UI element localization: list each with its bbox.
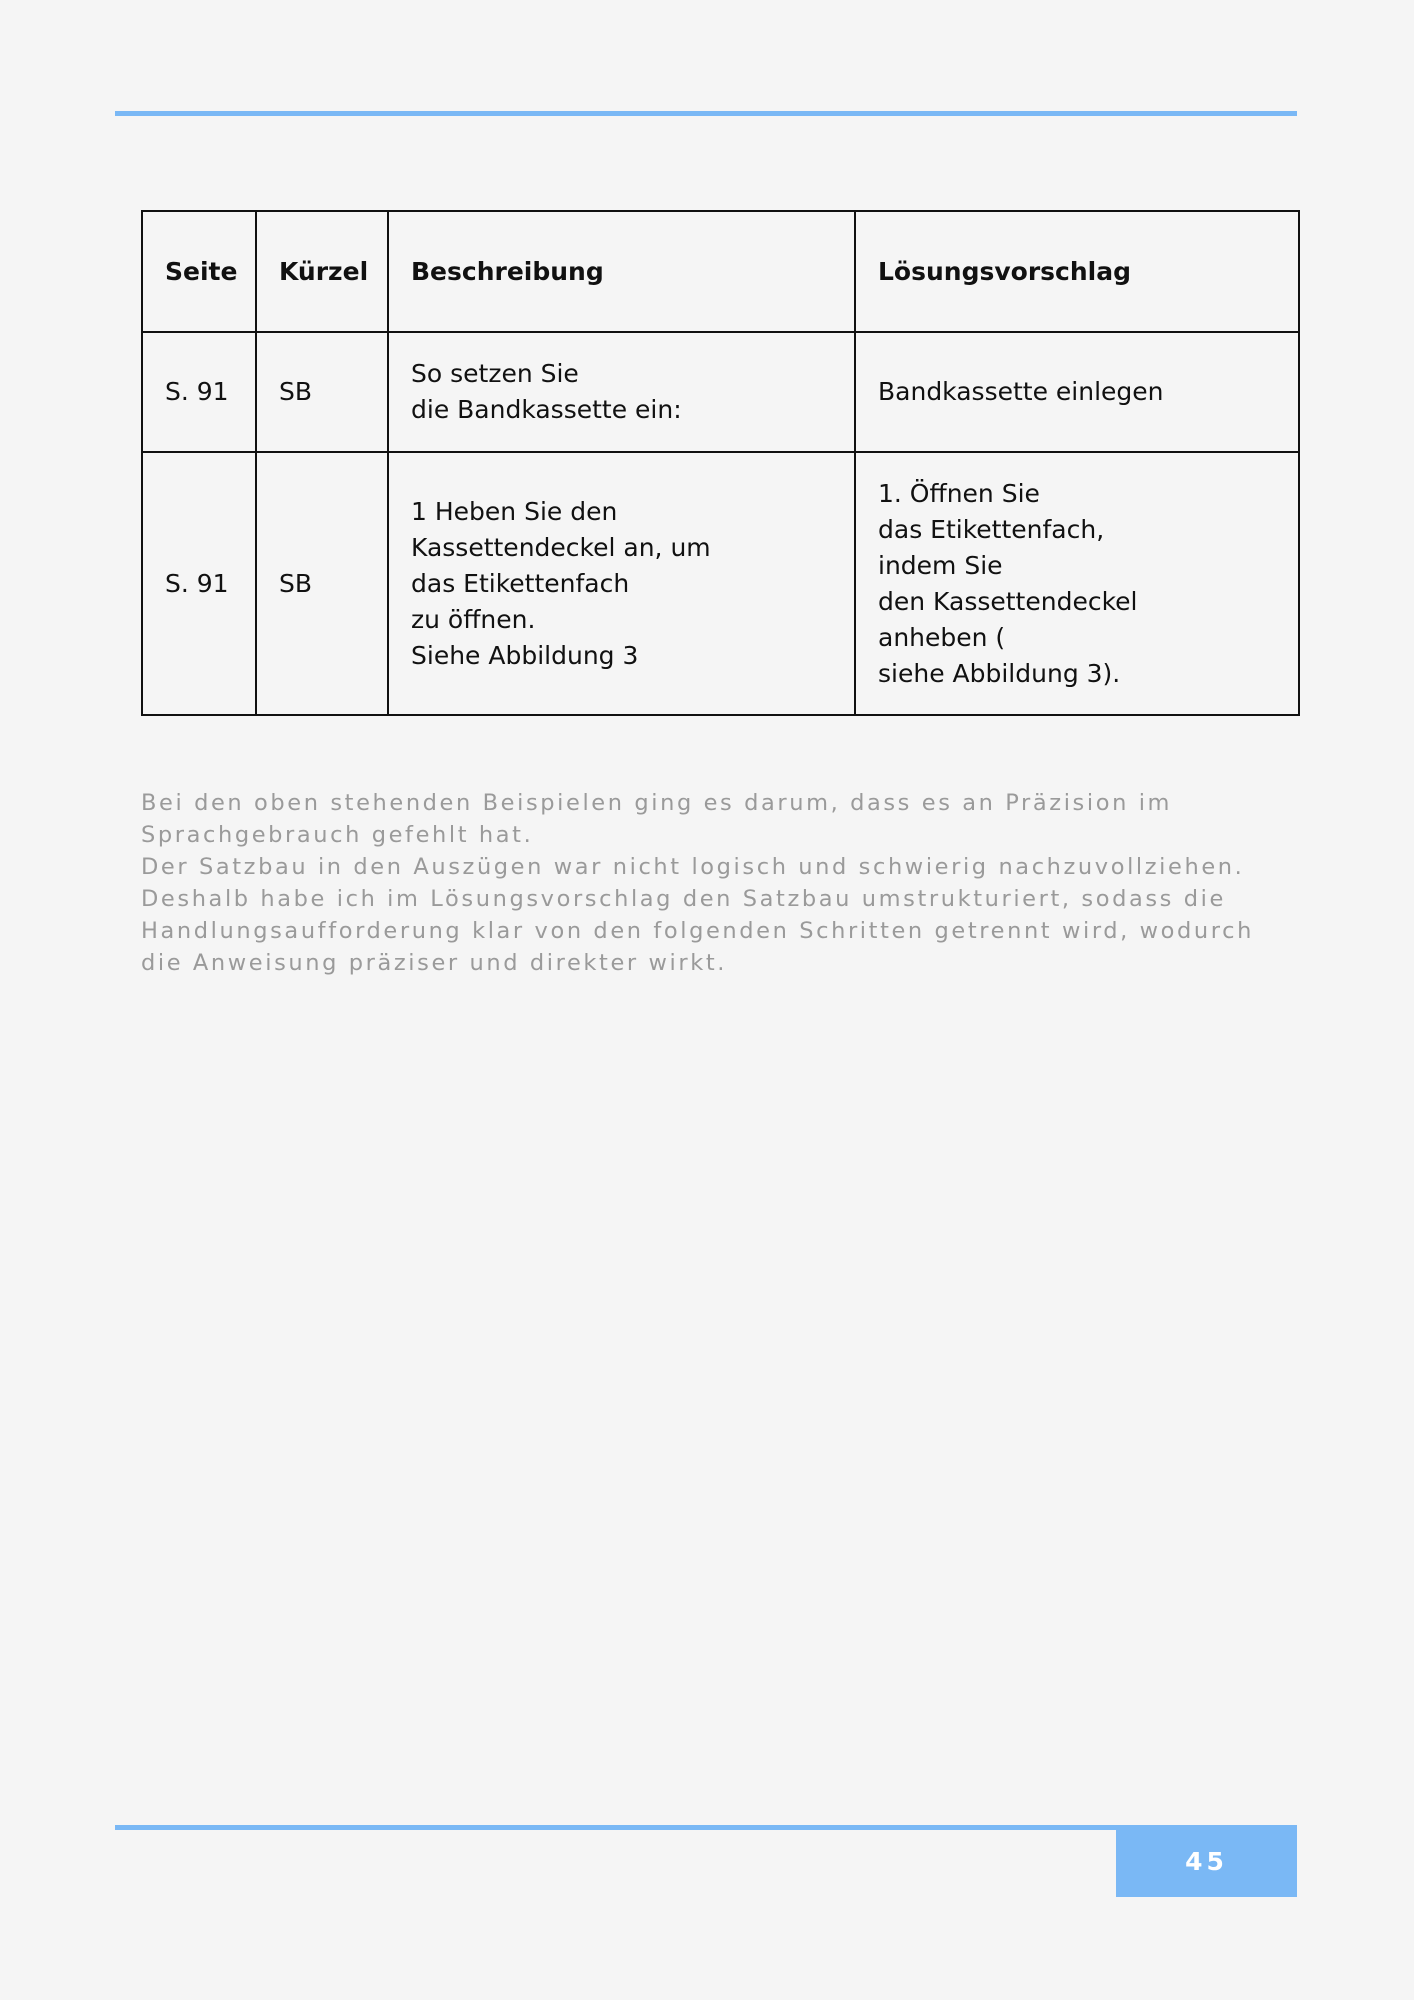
column-header-kuerzel: Kürzel	[256, 211, 388, 332]
page-number: 45	[1185, 1846, 1228, 1876]
cell-kuerzel: SB	[256, 452, 388, 715]
table-header-row	[142, 211, 1299, 332]
cell-kuerzel: SB	[256, 332, 388, 452]
cell-beschreibung: 1 Heben Sie den Kassettendeckel an, um das Etikettenfach zu öffnen. Siehe Abbildung 3	[388, 452, 855, 715]
cell-loesungsvorschlag: Bandkassette einlegen	[855, 332, 1299, 452]
column-header-seite: Seite	[142, 211, 256, 332]
column-header-loesungsvorschlag: Lösungsvorschlag	[855, 211, 1299, 332]
cell-seite: S. 91	[142, 332, 256, 452]
issues-table	[141, 210, 1300, 716]
table-row	[142, 332, 1299, 452]
header-rule	[115, 111, 1297, 116]
column-header-beschreibung: Beschreibung	[388, 211, 855, 332]
cell-loesungsvorschlag: 1. Öffnen Sie das Etikettenfach, indem Sie den Kassettendeckel anheben ( siehe Abbildung 3).	[855, 452, 1299, 715]
page-number-badge	[1116, 1825, 1297, 1897]
table-row	[142, 452, 1299, 715]
explanation-paragraph: Bei den oben stehenden Beispielen ging es darum, dass es an Präzision im Sprachgebrauch gefehlt hat. Der Satzbau in den Auszügen war nicht logisch und schwierig nachzuvollziehen. Deshalb habe ich im Lösungsvorschlag den Satzbau umstrukturiert, sodass die Handlungsaufforderung klar von den folgenden Schritten getrennt wird, wodurch die Anweisung präziser und direkter wirkt.	[141, 790, 1254, 976]
cell-beschreibung: So setzen Sie die Bandkassette ein:	[388, 332, 855, 452]
cell-seite: S. 91	[142, 452, 256, 715]
